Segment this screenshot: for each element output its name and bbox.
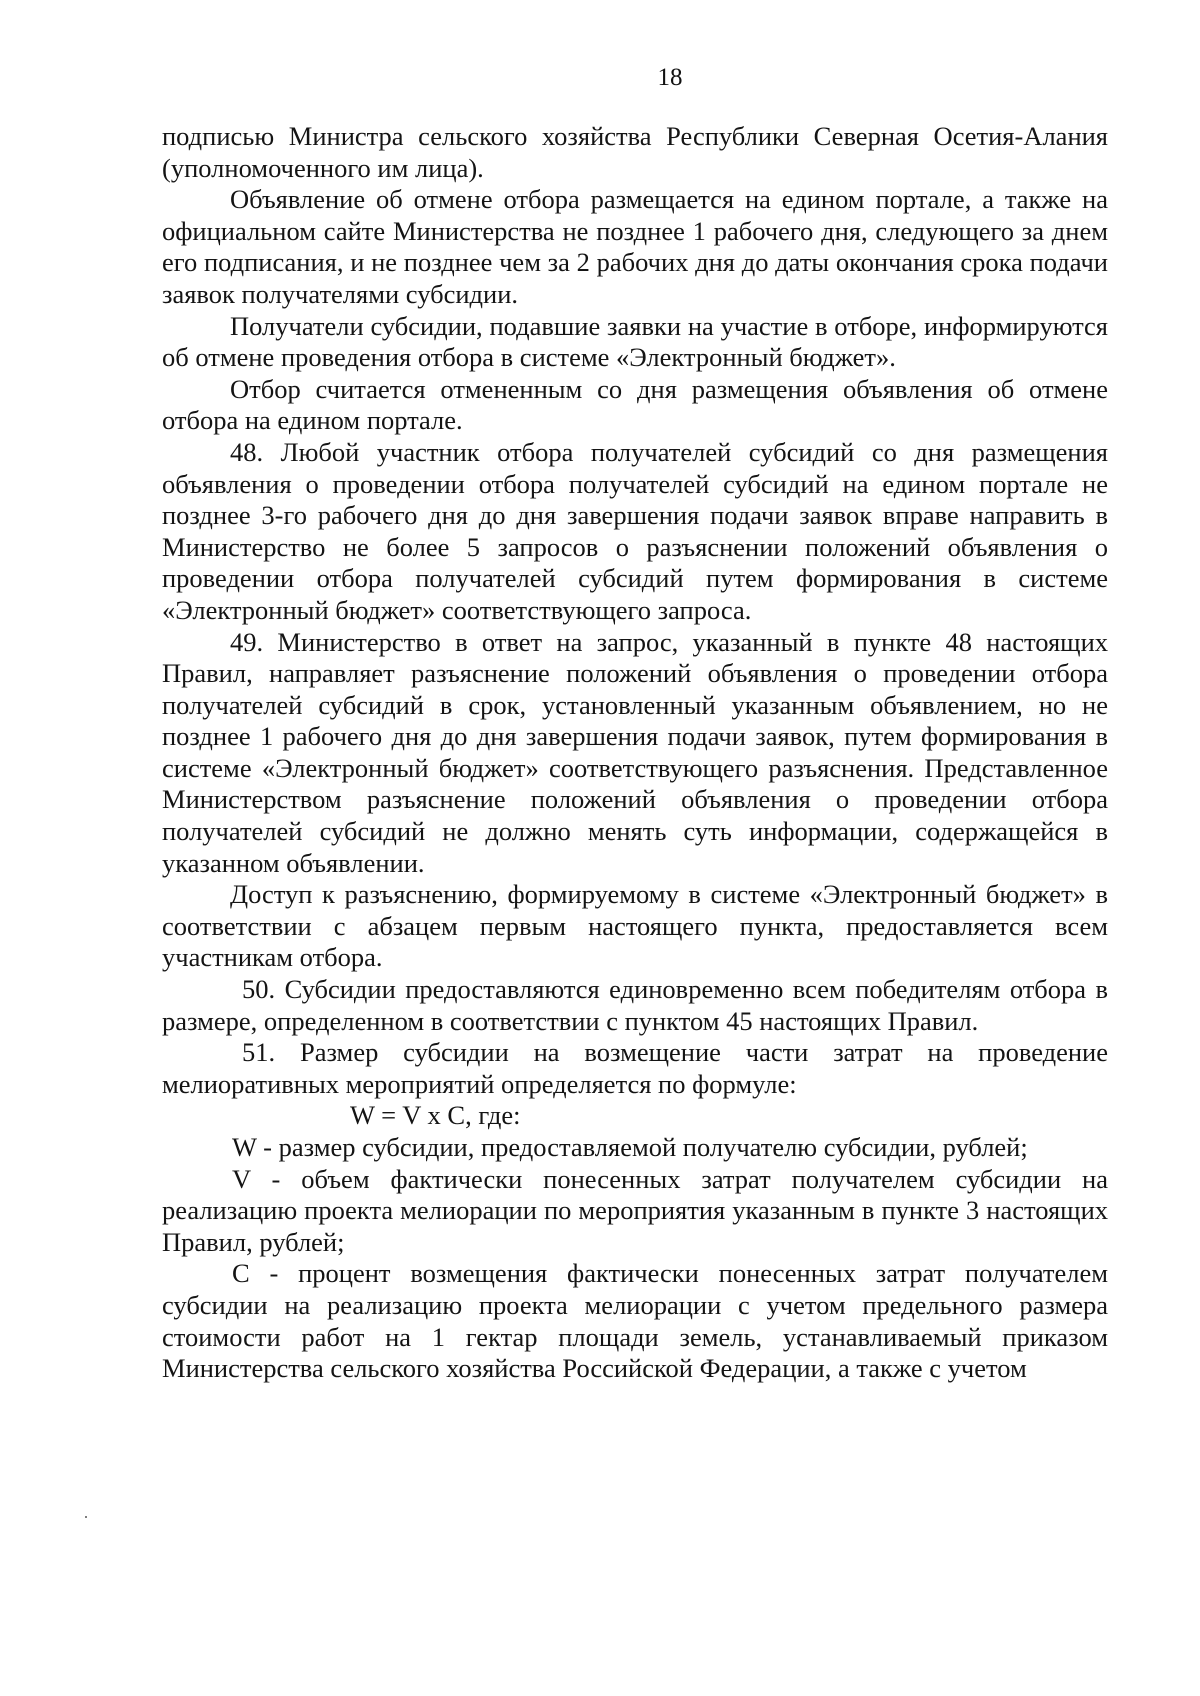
subsidy-formula: W = V x C, где:: [350, 1100, 521, 1131]
definition-v: V - объем фактически понесенных затрат получателем субсидии на реализацию проекта мелиорации по мероприятия указанным в пункте 3 настоящих Правил, рублей;: [162, 1163, 1108, 1257]
paragraph-clause-49: 49. Министерство в ответ на запрос, указанный в пункте 48 настоящих Правил, направляет разъяснение положений объявления о проведении отбора получателей субсидий в срок, установленный указанным объявлением, но не позднее 1 рабочего дня до дня завершения подачи заявок, путем формирования в системе «Электронный бюджет» соответствующего разъяснения. Представленное Министерством разъяснение положений объявления о проведении отбора получателей субсидий не должно менять суть информации, содержащейся в указанном объявлении.: [162, 626, 1108, 878]
scan-speck: [85, 1516, 87, 1518]
paragraph-selection-cancelled: Отбор считается отмененным со дня размещения объявления об отмене отбора на едином портале.: [162, 373, 1108, 436]
formula-definitions: [162, 1132, 1108, 1385]
definition-w: W - размер субсидии, предоставляемой получателю субсидии, рублей;: [232, 1132, 1028, 1162]
paragraph-clause-50: 50. Субсидии предоставляются единовременно всем победителям отбора в размере, определенном в соответствии с пунктом 45 настоящих Правил.: [162, 974, 1108, 1036]
paragraph-access-clarification: Доступ к разъяснению, формируемому в системе «Электронный бюджет» в соответствии с абзацем первым настоящего пункта, предоставляется всем участникам отбора.: [162, 879, 1108, 973]
paragraph-clause-51: 51. Размер субсидии на возмещение части затрат на проведение мелиоративных мероприятий определяется по формуле:: [162, 1037, 1108, 1099]
paragraph-continuation: подписью Министра сельского хозяйства Республики Северная Осетия-Алания (уполномоченного им лица).: [162, 121, 1108, 183]
paragraph-cancel-announcement: Объявление об отмене отбора размещается на едином портале, а также на официальном сайте Министерства не позднее 1 рабочего дня, следующего за днем его подписания, и не позднее чем за 2 рабочих дня до даты окончания срока подачи заявок получателями субсидии.: [162, 184, 1108, 309]
document-body: [162, 121, 1108, 1385]
definition-c: C - процент возмещения фактически понесенных затрат получателем субсидии на реализацию проекта мелиорации с учетом предельного размера стоимости работ на 1 гектар площади земель, устанавливаемый приказом Министерства сельского хозяйства Российской Федерации, а также с учетом: [162, 1258, 1108, 1384]
paragraph-recipients-informed: Получатели субсидии, подавшие заявки на участие в отборе, информируются об отмене проведения отбора в системе «Электронный бюджет».: [162, 310, 1108, 373]
paragraph-clause-48: 48. Любой участник отбора получателей субсидий со дня размещения объявления о проведении отбора получателей субсидий на едином портале не позднее 3-го рабочего дня до дня завершения подачи заявок вправе направить в Министерство не более 5 запросов о разъяснении положений объявления о проведении отбора получателей субсидий путем формирования в системе «Электронный бюджет» соответствующего запроса.: [162, 436, 1108, 625]
page-number: 18: [657, 64, 683, 91]
